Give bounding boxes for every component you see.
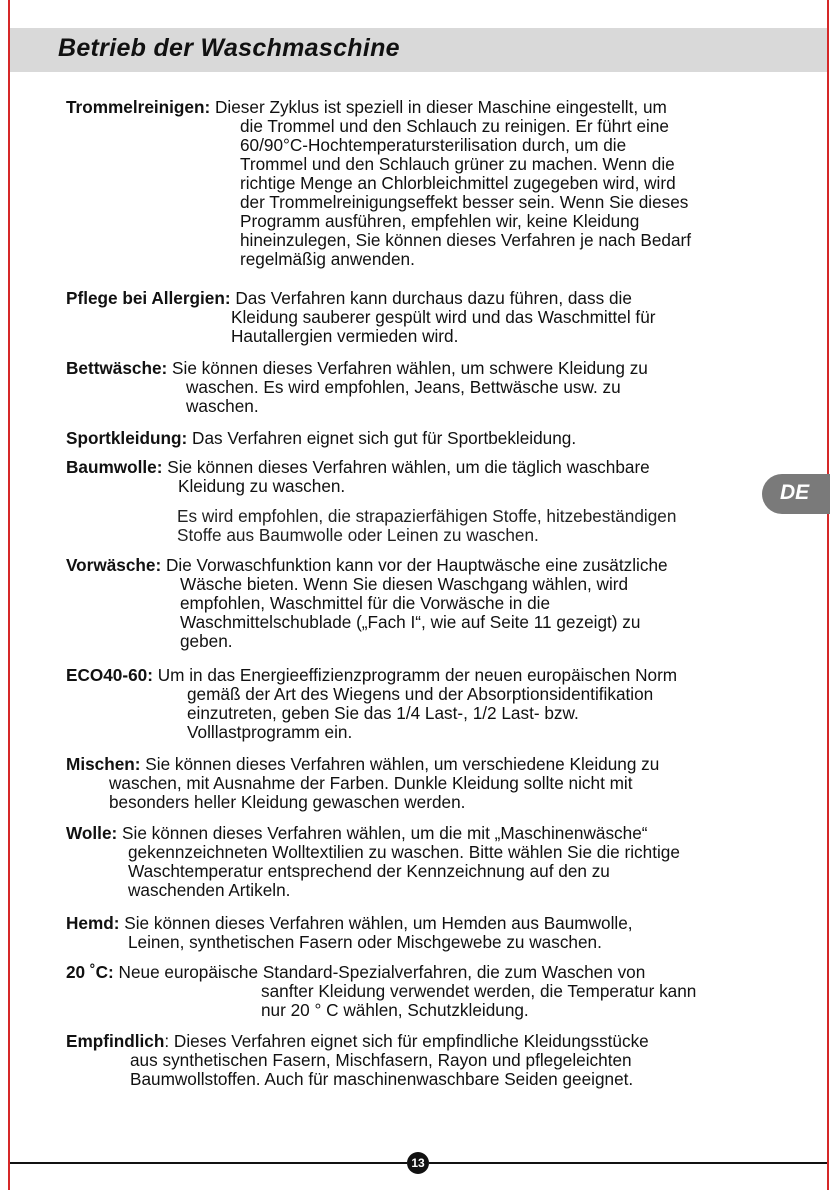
program-description-line: regelmäßig anwenden. [240,249,415,269]
program-description: Die Vorwaschfunktion kann vor der Hauptwäsche eine zusätzliche [165,555,668,575]
program-entry-first-line [66,963,696,982]
program-entry [66,914,633,952]
program-description: Um in das Energieeffizienzprogramm der neuen europäischen Norm [157,665,678,685]
program-description: : Dieses Verfahren eignet sich für empfindliche Kleidungsstücke [164,1031,649,1051]
program-description: Sie können dieses Verfahren wählen, um verschiedene Kleidung zu [145,754,660,774]
program-name: Baumwolle: [66,457,163,477]
program-description-line: nur 20 ° C wählen, Schutzkleidung. [261,1000,529,1020]
program-description-line: Volllastprogramm ein. [187,722,353,742]
program-description: Das Verfahren eignet sich gut für Sportbekleidung. [192,428,577,448]
program-description-line: besonders heller Kleidung gewaschen werden. [109,792,466,812]
program-entry [66,429,576,448]
baumwolle-note [177,507,676,545]
program-entry-first-line [66,914,633,933]
program-description-line: waschen. Es wird empfohlen, Jeans, Bettwäsche usw. zu [186,377,621,397]
program-entry [66,963,696,1020]
program-entry [66,824,680,900]
program-entry-first-line [66,666,677,685]
program-description-line: die Trommel und den Schlauch zu reinigen. Er führt eine [240,116,669,136]
program-name: Wolle: [66,823,118,843]
program-entry [66,666,677,742]
program-entry [66,556,668,651]
language-tab [762,474,830,514]
program-description-line: Kleidung sauberer gespült wird und das Waschmittel für [231,307,656,327]
program-description-line: gekennzeichneten Wolltextilien zu waschen. Bitte wählen Sie die richtige [128,842,680,862]
program-entry-first-line [66,289,656,308]
program-description: Sie können dieses Verfahren wählen, um schwere Kleidung zu [172,358,648,378]
page-title: Betrieb der Waschmaschine [58,34,400,62]
page-number-badge: 13 [407,1152,429,1174]
program-name: Bettwäsche: [66,358,168,378]
program-description-line: Leinen, synthetischen Fasern oder Mischgewebe zu waschen. [128,932,602,952]
program-description: Neue europäische Standard-Spezialverfahren, die zum Waschen von [118,962,646,982]
footer-rule-right [429,1162,827,1164]
program-name: Trommelreinigen: [66,97,211,117]
program-description: Dieser Zyklus ist speziell in dieser Maschine eingestellt, um [215,97,667,117]
program-entry [66,359,648,416]
program-entry-first-line [66,1032,649,1051]
program-entry [66,289,656,346]
program-description-line: waschen. [186,396,259,416]
program-description-line: Trommel und den Schlauch grüner zu machen. Wenn die [240,154,675,174]
program-entry [66,1032,649,1089]
program-description-line: Wäsche bieten. Wenn Sie diesen Waschgang wählen, wird [180,574,629,594]
program-name: Hemd: [66,913,120,933]
program-entry-first-line [66,98,691,117]
program-entry-first-line [66,824,680,843]
program-description-line: sanfter Kleidung verwendet werden, die Temperatur kann [261,981,697,1001]
program-description-line: 60/90°C-Hochtemperatursterilisation durch, um die [240,135,627,155]
program-description-line: einzutreten, geben Sie das 1/4 Last-, 1/2 Last- bzw. [187,703,579,723]
program-description: Sie können dieses Verfahren wählen, um Hemden aus Baumwolle, [124,913,633,933]
program-description: Sie können dieses Verfahren wählen, um die mit „Maschinenwäsche“ [122,823,648,843]
program-description-line: Waschtemperatur entsprechend der Kennzeichnung auf den zu [128,861,610,881]
program-description-line: richtige Menge an Chlorbleichmittel zugegeben wird, wird [240,173,676,193]
program-description-line: Programm ausführen, empfehlen wir, keine Kleidung [240,211,640,231]
program-description-line: geben. [180,631,233,651]
program-description-line: Kleidung zu waschen. [178,476,346,496]
program-name: Vorwäsche: [66,555,162,575]
program-name: Empfindlich [66,1031,165,1051]
page-border-left [8,0,10,1190]
program-name: Mischen: [66,754,141,774]
program-name: ECO40-60: [66,665,153,685]
program-entry [66,755,659,812]
program-description-line: empfohlen, Waschmittel für die Vorwäsche in die [180,593,551,613]
program-entry-first-line [66,359,648,378]
page-border-right [827,0,829,1190]
program-description-line: hineinzulegen, Sie können dieses Verfahren je nach Bedarf [240,230,692,250]
program-description: Das Verfahren kann durchaus dazu führen, dass die [235,288,632,308]
program-description-line: waschenden Artikeln. [128,880,291,900]
program-description-line: Baumwollstoffen. Auch für maschinenwaschbare Seiden geeignet. [130,1069,634,1089]
program-description-line: Hautallergien vermieden wird. [231,326,459,346]
program-entry [66,98,691,269]
program-description-line: waschen, mit Ausnahme der Farben. Dunkle Kleidung sollte nicht mit [109,773,633,793]
program-description: Sie können dieses Verfahren wählen, um die täglich waschbare [167,457,650,477]
program-description-line: der Trommelreinigungseffekt besser sein. Wenn Sie dieses [240,192,689,212]
baumwolle-note-line: Es wird empfohlen, die strapazierfähigen Stoffe, hitzebeständigen [177,506,677,526]
program-description-line: gemäß der Art des Wiegens und der Absorptionsidentifikation [187,684,654,704]
program-entry [66,458,650,496]
program-entry-first-line [66,755,659,774]
program-name: Pflege bei Allergien: [66,288,231,308]
program-name: Sportkleidung: [66,428,188,448]
baumwolle-note-line: Stoffe aus Baumwolle oder Leinen zu waschen. [177,525,539,545]
program-description-line: Waschmittelschublade („Fach I“, wie auf Seite 11 gezeigt) zu [180,612,641,632]
language-tab-label: DE [780,481,810,504]
program-name: 20 ˚C: [66,962,114,982]
program-entry-first-line [66,556,668,575]
footer-rule-left [10,1162,407,1164]
program-entry-first-line [66,458,650,477]
program-description-line: aus synthetischen Fasern, Mischfasern, Rayon und pflegeleichten [130,1050,632,1070]
program-entry-first-line [66,429,576,448]
